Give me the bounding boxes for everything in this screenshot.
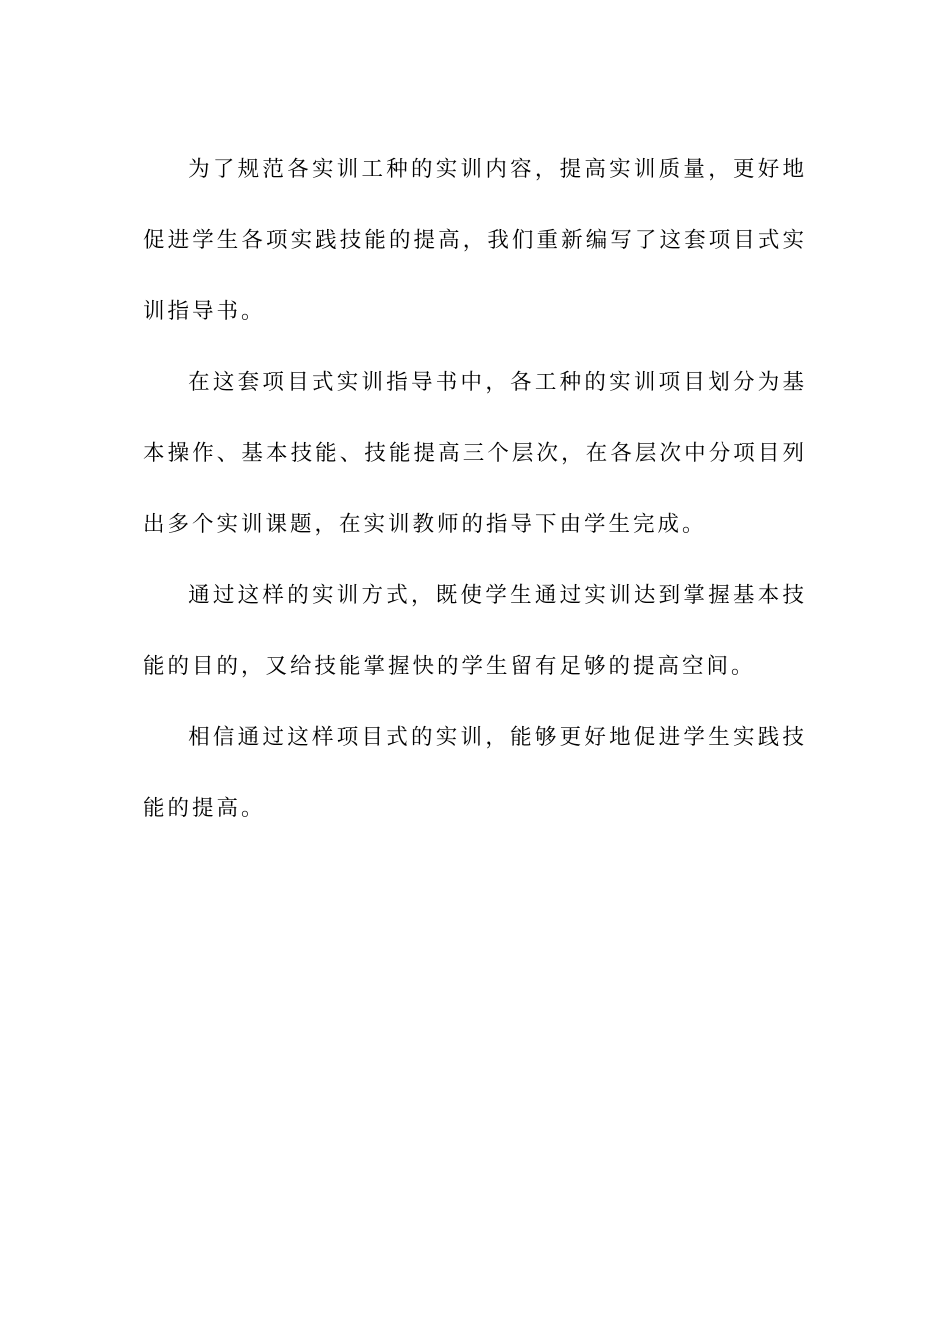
paragraph-3: 通过这样的实训方式，既使学生通过实训达到掌握基本技能的目的，又给技能掌握快的学生留有足够的提高空间。 — [143, 583, 807, 679]
paragraph-4: 相信通过这样项目式的实训，能够更好地促进学生实践技能的提高。 — [143, 725, 807, 821]
paragraph-1: 为了规范各实训工种的实训内容，提高实训质量，更好地促进学生各项实践技能的提高，我们重新编写了这套项目式实训指导书。 — [143, 157, 807, 324]
paragraph-2: 在这套项目式实训指导书中，各工种的实训项目划分为基本操作、基本技能、技能提高三个层次，在各层次中分项目列出多个实训课题，在实训教师的指导下由学生完成。 — [143, 370, 807, 537]
document-body — [143, 134, 807, 844]
